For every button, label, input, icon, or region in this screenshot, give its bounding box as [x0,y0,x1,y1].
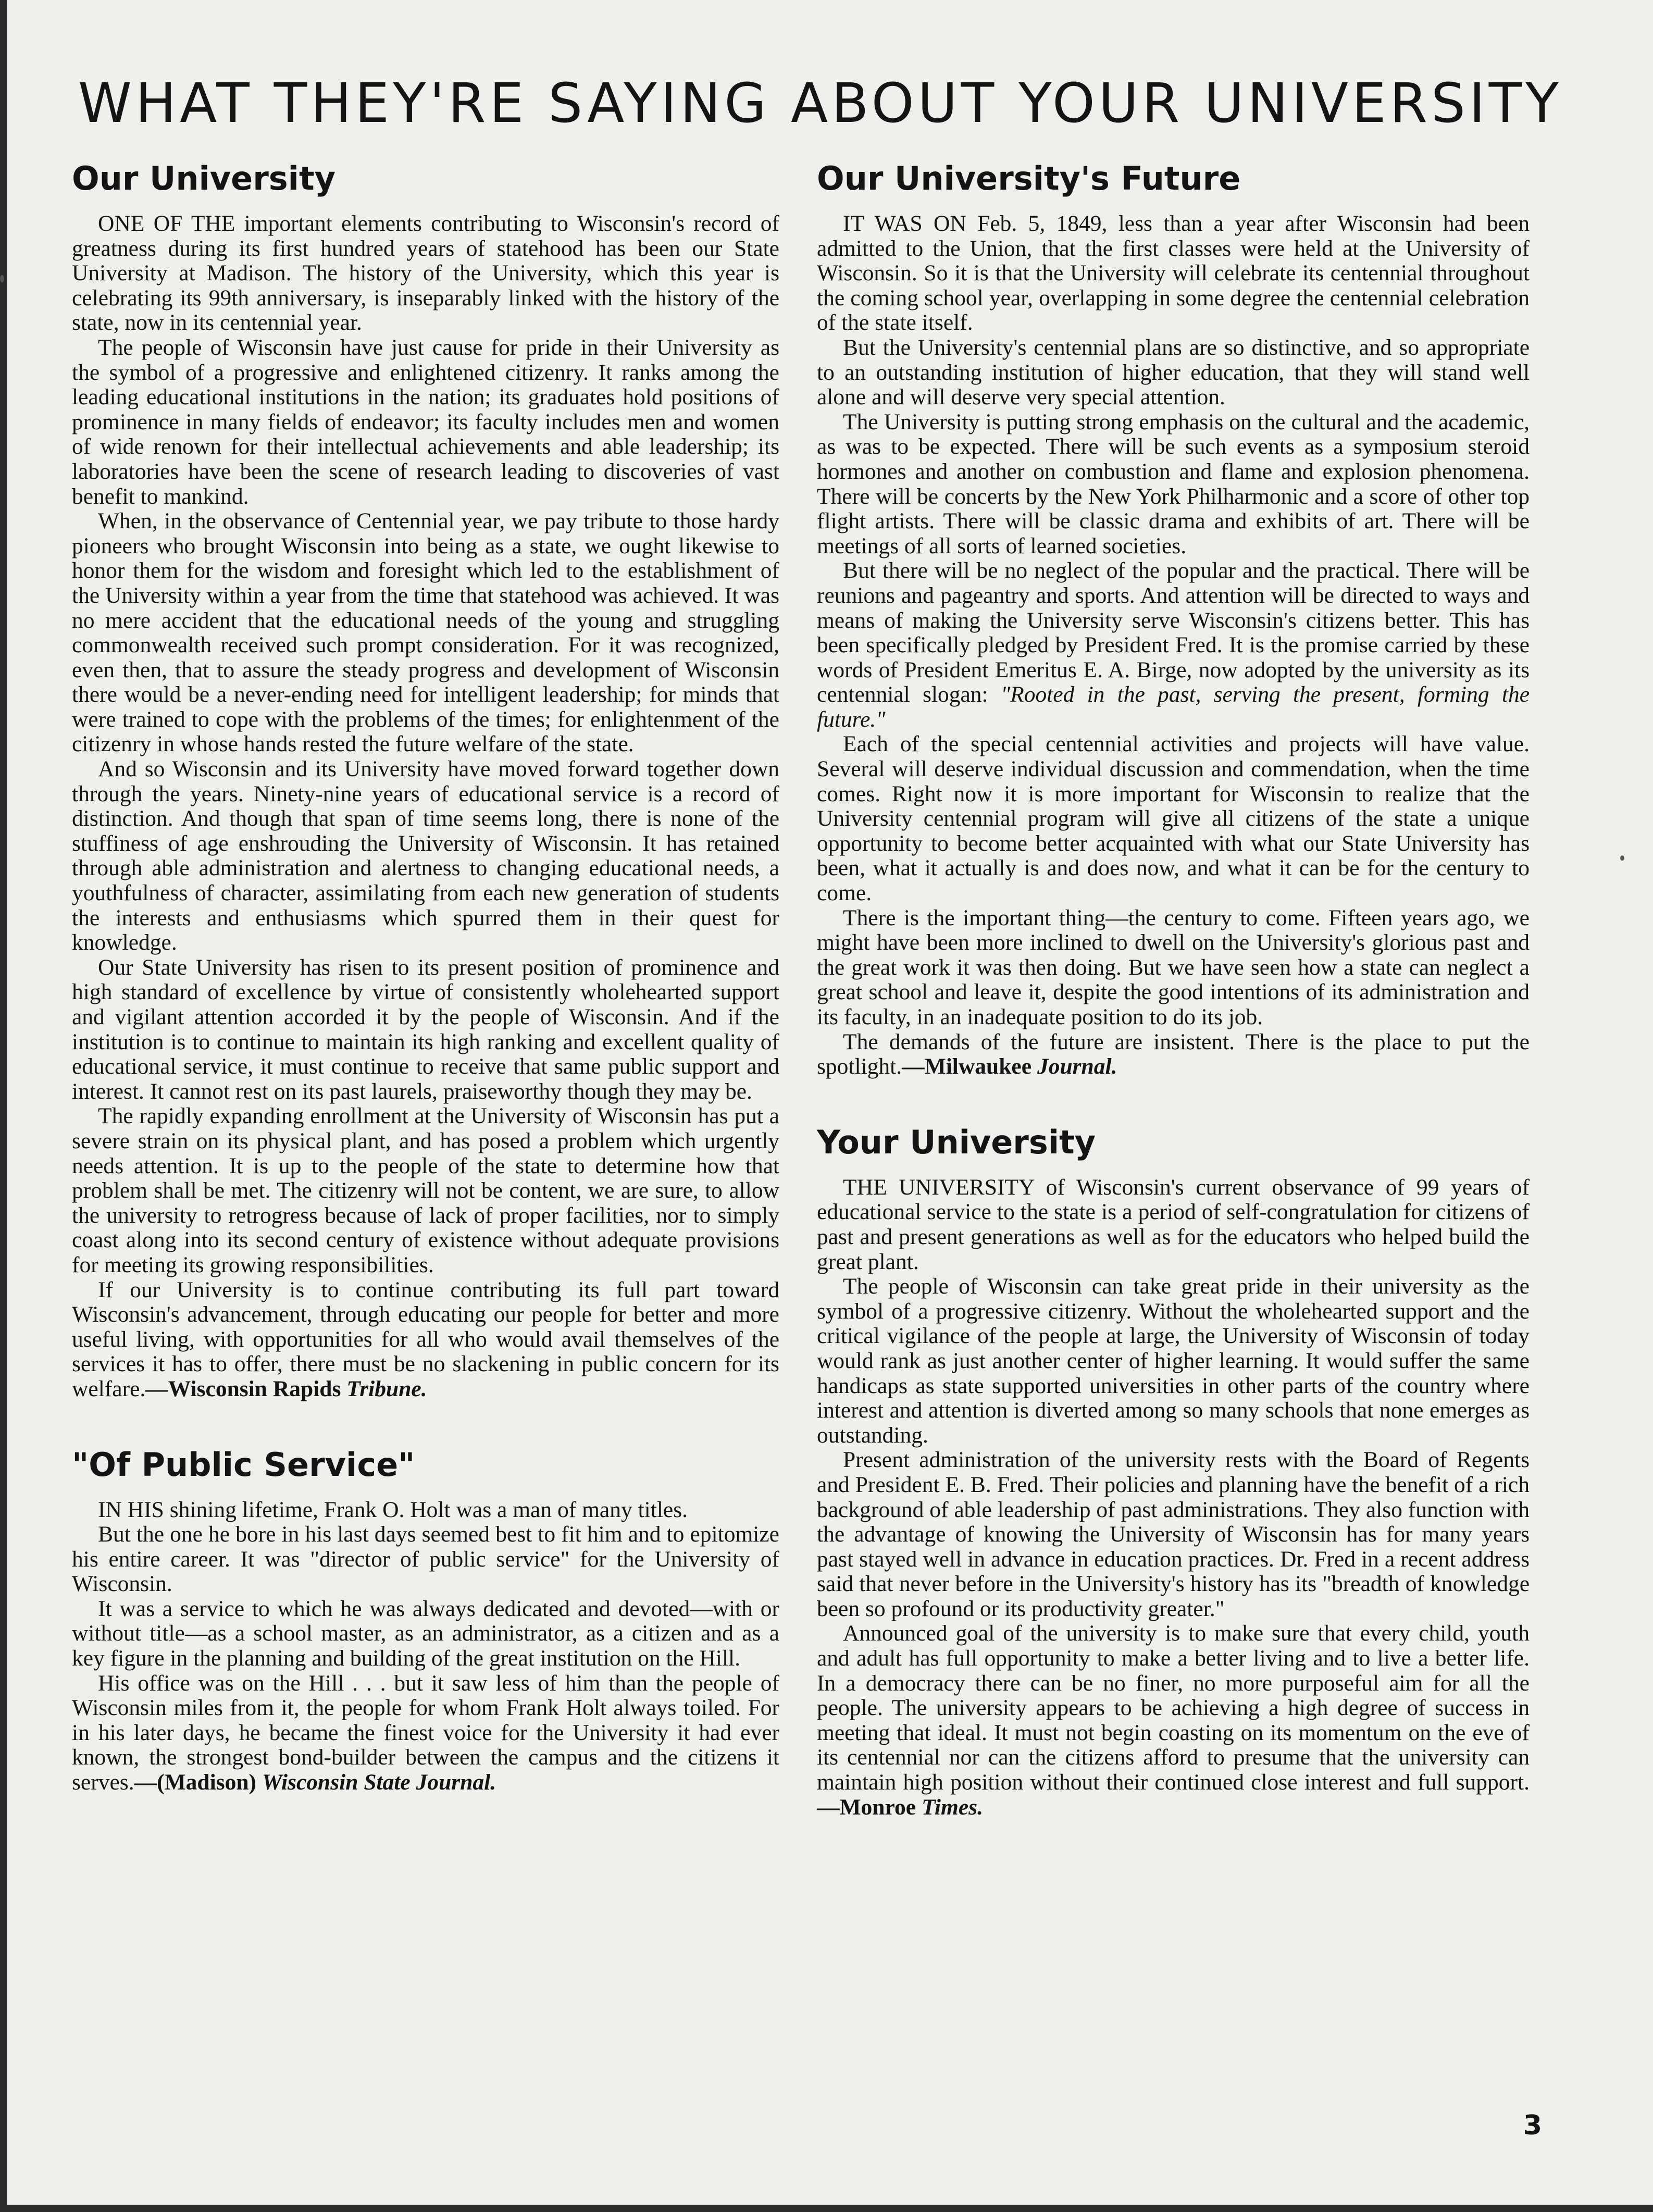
article-body [72,212,779,1402]
paragraph [72,1278,779,1402]
source-credit: —Wisconsin Rapids [145,1376,341,1401]
left-column [72,156,779,1795]
source-credit: —(Madison) [134,1770,257,1795]
article-heading: "Of Public Service" [72,1445,415,1484]
article-university-future [817,156,1530,1079]
scan-border-left [0,0,7,2212]
article-our-university [72,156,779,1402]
source-credit-publication: Tribune. [346,1376,427,1401]
source-credit: —Monroe [817,1794,916,1820]
source-credit-publication: Times. [921,1794,983,1820]
paragraph [817,1030,1530,1079]
paragraph: The University is putting strong emphasis on the cultural and the academic, as was to be expected. There will be such events as a symposium steroid hormones and another on combustion and flame and explosion phenomena. There will be concerts by the New York Philharmonic and a score of other top flight artists. There will be classic drama and exhibits of art. There will be meetings of all sorts of learned societies. [817,409,1530,558]
paragraph: IN HIS shining lifetime, Frank O. Holt was a man of many titles. [98,1497,688,1522]
paragraph: The rapidly expanding enrollment at the University of Wisconsin has put a severe strain on its physical plant, and has posed a problem which urgently needs attention. It is up to the people of the state to determine how that problem shall be met. The citizenry will not be content, we are sure, to allow the university to retrogress because of lack of proper facilities, nor to simply coast along into its second century of existence without adequate provisions for meeting its growing responsibilities. [72,1103,779,1277]
paragraph: But the University's centennial plans are so distinctive, and so appropriate to an outstanding institution of higher education, that they will stand well alone and will deserve very special attention. [817,334,1530,410]
paragraph [817,1621,1530,1820]
paragraph: Our State University has risen to its present position of prominence and high standard of excellence by virtue of consistently wholehearted support and vigilant attention accorded it by the people of Wisconsin. And if the institution is to continue to maintain its high ranking and excellent quality of educational service, it must continue to receive that same public support and interest. It cannot rest on its past laurels, praiseworthy though they may be. [72,954,779,1104]
source-credit-publication: Journal. [1037,1054,1117,1079]
paragraph: Each of the special centennial activities and projects will have value. Several will deserve individual discussion and commendation, when the time comes. Right now it is more important for Wisconsin to realize that the University centennial program will give all citizens of the state a unique opportunity to become better acquainted with what our State University has been, what it actually is and does now, and what it can be for the century to come. [817,731,1530,906]
paragraph: When, in the observance of Centennial year, we pay tribute to those hardy pioneers who brought Wisconsin into being as a state, we ought likewise to honor them for the wisdom and foresight which led to the establishment of the University within a year from the time that statehood was achieved. It was no mere accident that the educational needs of the young and struggling commonwealth received such prompt consideration. For it was recognized, even then, that to assure the steady progress and development of Wisconsin there would be a never-ending need for intelligent leadership; for minds that were trained to cope with the problems of the times; for enlightenment of the citizenry in whose hands rested the future welfare of the state. [72,508,779,757]
scan-speck [0,275,4,282]
paragraph-text: Announced goal of the university is to make sure that every child, youth and adult has full opportunity to make a better living and to live a better life. In a democracy there can be no finer, no more purposeful aim for all the people. The university appears to be achieving a high degree of success in meeting that ideal. It must not begin coasting on its momentum on the eve of its centennial nor can the citizens afford to presume that the university can maintain high position without their continued close interest and full support. [817,1621,1530,1795]
article-body [817,212,1530,1079]
scan-speck [1620,855,1624,861]
paragraph: The people of Wisconsin can take great pride in their university as the symbol of a progressive citizenry. Without the wholehearted support and the critical vigilance of the people at large, the University of Wisconsin of today would rank as just another center of higher learning. It would suffer the same handicaps as state supported universities in other parts of the country where interest and attention is diverted among so many schools that none emerges as outstanding. [817,1274,1530,1448]
page-number: 3 [1523,2110,1542,2141]
paragraph: The people of Wisconsin have just cause for pride in their University as the symbol of a progressive and enlightened citizenry. It ranks among the leading educational institutions in the nation; its graduates hold positions of prominence in many fields of endeavor; its faculty includes men and women of wide renown for their intellectual achievements and able leadership; its laboratories have been the scene of research leading to discoveries of vast benefit to mankind. [72,334,779,509]
article-public-service [72,1443,779,1795]
paragraph: IT WAS ON Feb. 5, 1849, less than a year after Wisconsin had been admitted to the Union, that the first classes were held at the University of Wisconsin. So it is that the University will celebrate its centennial throughout the coming school year, overlapping in some degree the centennial celebration of the state itself. [817,211,1530,335]
source-credit: —Milwaukee [902,1054,1032,1079]
article-heading: Our University [72,159,335,197]
paragraph: ONE OF THE important elements contributing to Wisconsin's record of greatness during its first hundred years of statehood has been our State University at Madison. The history of the University, which this year is celebrating its 99th anniversary, is inseparably linked with the history of the state, now in its centennial year. [72,211,779,335]
paragraph-text: If our University is to continue contributing its full part toward Wisconsin's advancement, through educating our people for better and more useful living, with opportunities for all who would avail themselves of the services it has to offer, there must be no slackening in public concern for its welfare. [72,1277,779,1401]
paragraph: There is the important thing—the century to come. Fifteen years ago, we might have been more inclined to dwell on the University's glorious past and the great work it was then doing. But we have seen how a state can neglect a great school and leave it, despite the good intentions of its administration and its faculty, in an inadequate position to do its job. [817,905,1530,1029]
article-body [817,1175,1530,1820]
paragraph-text: But there will be no neglect of the popular and the practical. There will be reunions and pageantry and sports. And attention will be directed to ways and means of making the University serve Wisconsin's citizens better. This has been specifically pledged by President Fred. It is the promise carried by these words of President Emeritus E. A. Birge, now adopted by the university as its centennial slogan: [817,558,1530,707]
paragraph: And so Wisconsin and its University have moved forward together down through the years. Ninety-nine years of educational service is a record of distinction. And though that span of time seems long, there is none of the stuffiness of age enshrouding the University of Wisconsin. It has retained through able administration and alertness to changing educational needs, a youthfulness of character, assimilating from each new generation of students the interests and enthusiasms which spurred them in their quest for knowledge. [72,756,779,955]
article-heading: Our University's Future [817,159,1241,197]
article-your-university [817,1120,1530,1820]
paragraph: Present administration of the university rests with the Board of Regents and President E. B. Fred. Their policies and planning have the benefit of a rich background of able leadership of past administrations. They also function with the advantage of knowing the University of Wisconsin has for many years past stayed well in advance in education practices. Dr. Fred in a recent address said that never before in the University's history has its "breadth of knowledge been so profound or its productivity greater." [817,1447,1530,1621]
page-title: WHAT THEY'RE SAYING ABOUT YOUR UNIVERSITY [78,71,1562,135]
paragraph-text: His office was on the Hill . . . but it saw less of him than the people of Wisconsin miles from it, the people for whom Frank Holt always toiled. For in his later days, he became the finest voice for the University it had ever known, the strongest bond-builder between the campus and the citizens it serves. [72,1670,779,1795]
paragraph [817,558,1530,732]
paragraph-text: The demands of the future are insistent. There is the place to put the spotlight. [817,1029,1530,1079]
paragraph: It was a service to which he was always dedicated and devoted—with or without title—as a school master, as an administrator, as a citizen and as a key figure in the planning and building of the great institution on the Hill. [72,1596,779,1671]
centennial-slogan: "Rooted in the past, serving the present, forming the future." [817,682,1530,732]
article-heading: Your University [817,1123,1096,1161]
paragraph [72,1671,779,1795]
paragraph: THE UNIVERSITY of Wisconsin's current observance of 99 years of educational service to the state is a period of self-congratulation for citizens of past and present generations as well as for the educators who helped build the great plant. [817,1174,1530,1274]
source-credit-publication: Wisconsin State Journal. [262,1770,496,1795]
article-body [72,1498,779,1795]
paragraph: But the one he bore in his last days seemed best to fit him and to epitomize his entire career. It was "director of public service" for the University of Wisconsin. [72,1522,779,1597]
right-column [817,156,1530,1820]
scan-border-bottom [0,2205,1653,2212]
